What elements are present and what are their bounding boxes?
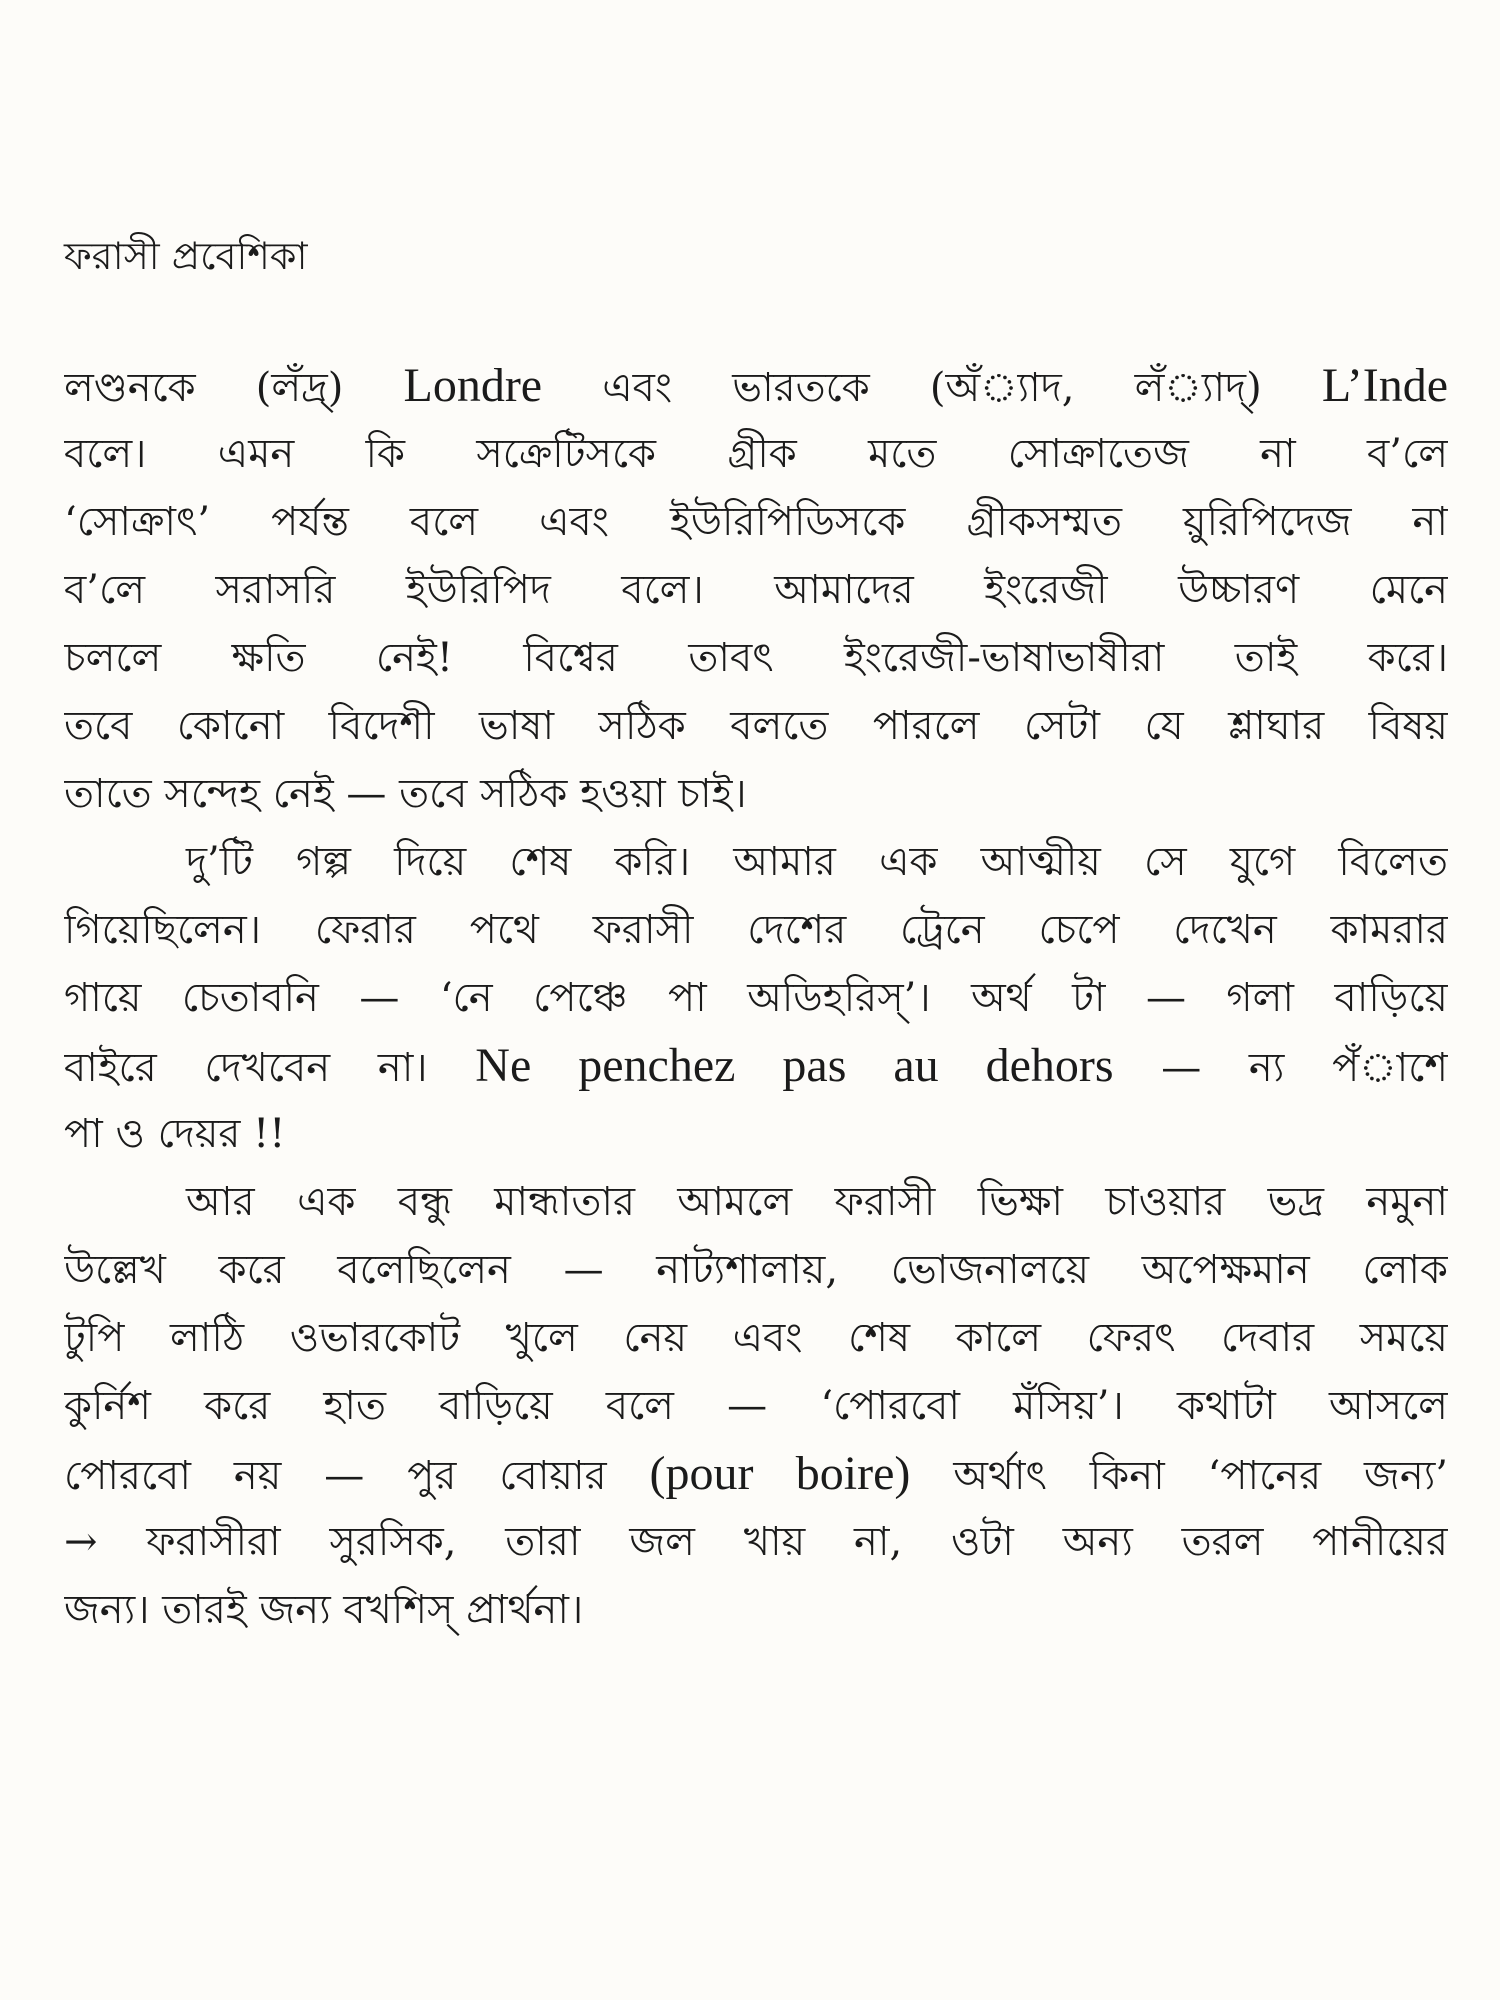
text-run: পোরবো নয় — পুর বোয়ার [64, 1453, 650, 1499]
text-line: গিয়েছিলেন। ফেরার পথে ফরাসী দেশের ট্রেনে চেপে দেখেন কামরার [64, 907, 1448, 953]
text-line: জন্য। তারই জন্য বখশিস্ প্রার্থনা। [64, 1587, 584, 1633]
text-line: পা ও দেয়র !! [64, 1111, 286, 1157]
text-line: আর এক বন্ধু মান্ধাতার আমলে ফরাসী ভিক্ষা চাওয়ার ভদ্র নমুনা [186, 1179, 1448, 1225]
text-line: উল্লেখ করে বলেছিলেন — নাট্যশালায়, ভোজনালয়ে অপেক্ষমান লোক [64, 1247, 1448, 1293]
body-text [64, 352, 1448, 1644]
latin-text: L’Inde [1321, 359, 1448, 412]
paragraph-2 [64, 828, 1448, 1168]
paragraph-3 [64, 1168, 1448, 1644]
text-line: চললে ক্ষতি নেই! বিশ্বের তাবৎ ইংরেজী-ভাষাভাষীরা তাই করে। [64, 635, 1448, 681]
running-header: ফরাসী প্রবেশিকা [64, 234, 308, 278]
text-line: → ফরাসীরা সুরসিক, তারা জল খায় না, ওটা অন্য তরল পানীয়ের [64, 1519, 1448, 1565]
text-line: টুপি লাঠি ওভারকোট খুলে নেয় এবং শেষ কালে ফেরৎ দেবার সময়ে [64, 1315, 1448, 1361]
text-line: ব’লে সরাসরি ইউরিপিদ বলে। আমাদের ইংরেজী উচ্চারণ মেনে [64, 567, 1448, 613]
text-line [64, 1032, 1448, 1100]
text-line: বলে। এমন কি সক্রেটিসকে গ্রীক মতে সোক্রাতেজ না ব’লে [64, 431, 1448, 477]
text-line: কুর্নিশ করে হাত বাড়িয়ে বলে — ‘পোরবো মঁসিয়’। কথাটা আসলে [64, 1383, 1448, 1429]
latin-text: Londre [403, 359, 543, 412]
latin-text: Ne penchez pas au dehors [475, 1039, 1114, 1092]
text-run: অর্থাৎ কিনা ‘পানের জন্য’ [910, 1453, 1448, 1499]
text-line: গায়ে চেতাবনি — ‘নে পেঞ্চে পা অডিহরিস্’। অর্থ টা — গলা বাড়িয়ে [64, 975, 1448, 1021]
latin-text: (pour boire) [649, 1447, 911, 1500]
text-line [64, 1440, 1448, 1508]
text-line: ‘সোক্রাৎ’ পর্যন্ত বলে এবং ইউরিপিডিসকে গ্রীকসম্মত য়ুরিপিদেজ না [64, 499, 1448, 545]
text-line: দু’টি গল্প দিয়ে শেষ করি। আমার এক আত্মীয় সে যুগে বিলেত [186, 839, 1448, 885]
text-run: — ন্য পঁাশে [1113, 1045, 1448, 1091]
text-run: লণ্ডনকে (লঁদ্র্) [64, 365, 404, 411]
text-line: তবে কোনো বিদেশী ভাষা সঠিক বলতে পারলে সেটা যে শ্লাঘার বিষয় [64, 703, 1448, 749]
text-run: এবং ভারতকে (অঁ্যাদ, লঁ্যাদ্) [542, 365, 1322, 411]
text-line: তাতে সন্দেহ নেই — তবে সঠিক হওয়া চাই। [64, 771, 747, 817]
paragraph-1 [64, 352, 1448, 828]
text-run: বাইরে দেখবেন না। [64, 1045, 476, 1091]
text-line [64, 352, 1448, 420]
